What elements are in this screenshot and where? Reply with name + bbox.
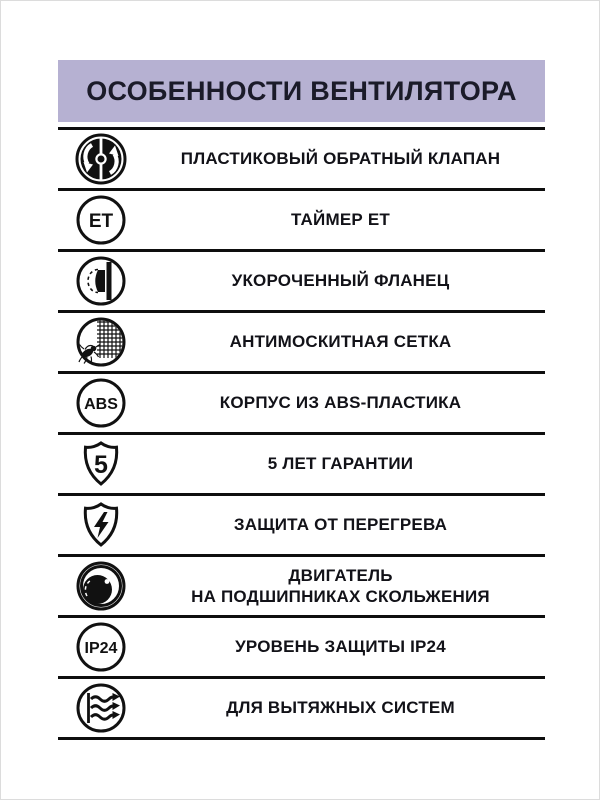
feature-label: 5 ЛЕТ ГАРАНТИИ xyxy=(267,454,414,474)
feature-label: УРОВЕНЬ ЗАЩИТЫ IP24 xyxy=(235,637,446,657)
feature-row-exhaust xyxy=(58,676,545,737)
feature-row-ip24 xyxy=(58,615,545,676)
feature-label: ЗАЩИТА ОТ ПЕРЕГРЕВА xyxy=(233,515,448,535)
feature-row-motor xyxy=(58,554,545,615)
feature-label: ДЛЯ ВЫТЯЖНЫХ СИСТЕМ xyxy=(226,698,455,718)
svg-text:5: 5 xyxy=(94,451,108,479)
feature-label: ПЛАСТИКОВЫЙ ОБРАТНЫЙ КЛАПАН xyxy=(180,149,501,169)
warranty-shield-icon xyxy=(58,438,144,490)
lightning-glyph xyxy=(94,512,109,538)
timer-et-icon xyxy=(58,194,144,246)
feature-label: ТАЙМЕР ET xyxy=(291,210,390,230)
feature-label-line2: НА ПОДШИПНИКАХ СКОЛЬЖЕНИЯ xyxy=(191,587,490,606)
mosquito-net-icon xyxy=(58,316,144,368)
svg-text:ET: ET xyxy=(88,211,114,232)
feature-label: КОРПУС ИЗ ABS-ПЛАСТИКА xyxy=(219,393,462,413)
content-column xyxy=(58,60,545,740)
page-header xyxy=(58,60,545,122)
feature-row-abs xyxy=(58,371,545,432)
ip24-icon xyxy=(58,621,144,673)
feature-row-check-valve xyxy=(58,127,545,188)
feature-row-flange xyxy=(58,249,545,310)
feature-row-mosquito-net xyxy=(58,310,545,371)
overheat-protection-icon xyxy=(58,499,144,551)
check-valve-icon xyxy=(58,133,144,185)
feature-label: УКОРОЧЕННЫЙ ФЛАНЕЦ xyxy=(231,271,450,291)
abs-plastic-icon xyxy=(58,377,144,429)
feature-label: ДВИГАТЕЛЬ xyxy=(288,565,393,585)
feature-row-timer xyxy=(58,188,545,249)
feature-list xyxy=(58,127,545,740)
feature-row-overheat xyxy=(58,493,545,554)
page-title: ОСОБЕННОСТИ ВЕНТИЛЯТОРА xyxy=(86,75,517,106)
exhaust-systems-icon xyxy=(58,682,144,734)
short-flange-icon xyxy=(58,255,144,307)
sliding-bearing-motor-icon xyxy=(58,560,144,612)
svg-text:ABS: ABS xyxy=(84,396,118,413)
svg-text:IP24: IP24 xyxy=(84,640,118,657)
feature-label: АНТИМОСКИТНАЯ СЕТКА xyxy=(229,332,452,352)
feature-row-warranty xyxy=(58,432,545,493)
